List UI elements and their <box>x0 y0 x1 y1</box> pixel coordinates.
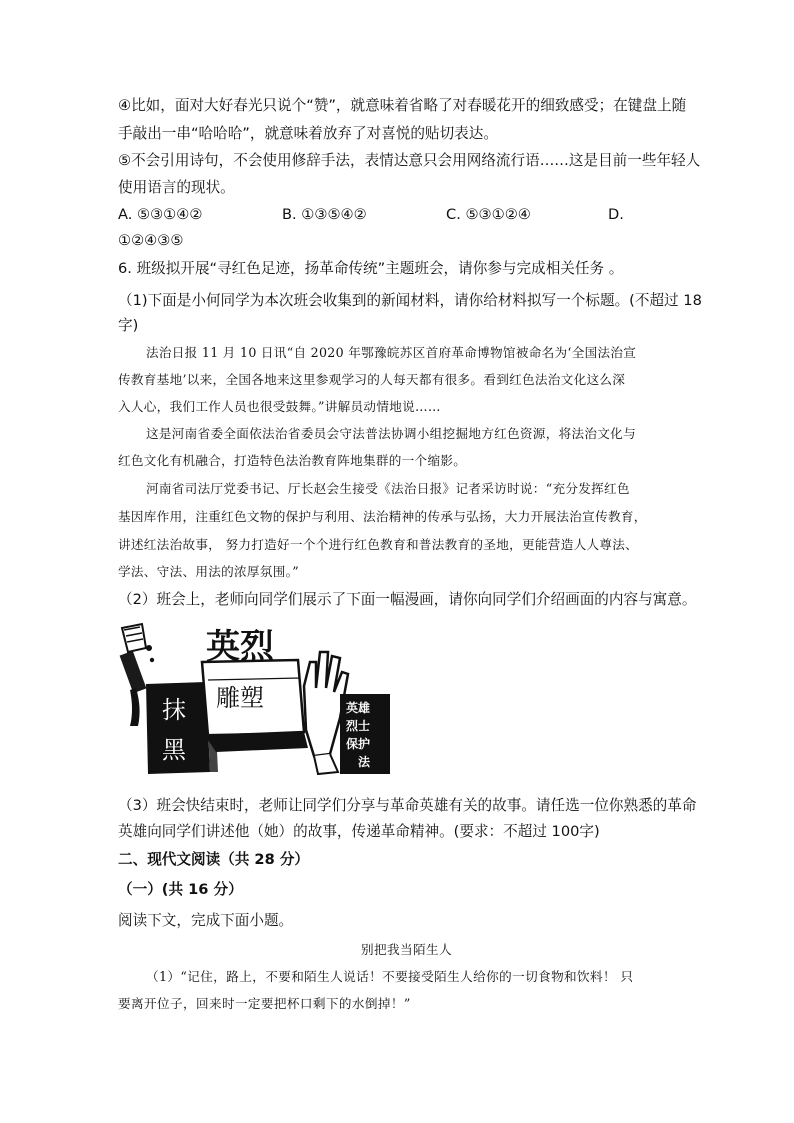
news-p1-line2: 传教育基地’以来，全国各地来这里参观学习的人每天都有很多。看到红色法治文化这么深 <box>118 372 626 387</box>
section-2-heading: 二、现代文阅读（共 28 分） <box>118 851 310 868</box>
smear-text-2: 黑 <box>162 736 186 764</box>
news-p1-line3: 入人心，我们工作人员也很受鼓舞。”讲解员动情地说…… <box>118 399 441 414</box>
news-p3-line3: 讲述红法治故事， 努力打造好一个个进行红色教育和普法教育的圣地，更能营造人人尊法、 <box>118 537 639 552</box>
question-6-sub2: （2）班会上，老师向同学们展示了下面一幅漫画，请你向同学们介绍画面的内容与寓意。 <box>118 591 697 608</box>
news-p1-line1: 法治日报 11 月 10 日讯“自 2020 年鄂豫皖苏区首府革命博物馆被命名为‘全国法治宣 <box>146 345 637 360</box>
news-p2-line1: 这是河南省委全面依法治省委员会守法普法协调小组挖掘地方红色资源，将法治文化与 <box>146 426 636 441</box>
smear-text-1: 抹 <box>162 696 186 724</box>
reading-instruction: 阅读下文，完成下面小题。 <box>118 912 294 929</box>
hero-text: 英烈 <box>206 627 274 667</box>
text-line-4: ④比如，面对大好春光只说个“赞”，就意味着省略了对春暖花开的细致感受；在键盘上随 <box>118 97 687 114</box>
news-p3-line2: 基因库作用，注重红色文物的保护与利用、法治精神的传承与弘扬，大力开展法治宣传教育， <box>118 509 647 524</box>
option-d-value: ①②④③⑤ <box>118 232 184 249</box>
option-d: D. <box>608 206 624 223</box>
statue-text: 雕塑 <box>216 684 264 712</box>
option-b: B. ①③⑤④② <box>282 206 367 223</box>
story-line1: （1）“记住，路上，不要和陌生人说话！不要接受陌生人给你的一切食物和饮料！ 只 <box>146 969 634 984</box>
section-2-part1: （一）(共 16 分） <box>118 881 243 898</box>
text-line-4-cont: 手敲出一串“哈哈哈”，就意味着放弃了对喜悦的贴切表达。 <box>118 125 498 142</box>
story-title: 别把我当陌生人 <box>361 942 452 957</box>
option-c: C. ⑤③①②④ <box>446 206 531 223</box>
question-6-sub3-cont: 英雄向同学们讲述他（她）的故事，传递革命精神。(要求：不超过 100字) <box>118 823 600 840</box>
question-6-sub3: （3）班会快结束时，老师让同学们分享与革命英雄有关的故事。请任选一位你熟悉的革命 <box>118 797 697 814</box>
story-line2: 要离开位子，回来时一定要把杯口剩下的水倒掉！” <box>118 996 411 1011</box>
text-line-5: ⑤不会引用诗句，不会使用修辞手法，表情达意只会用网络流行语……这是目前一些年轻人 <box>118 152 701 169</box>
law-text-4: 法 <box>358 755 371 769</box>
news-p2-line2: 红色文化有机融合，打造特色法治教育阵地集群的一个缩影。 <box>118 453 467 468</box>
law-text-2: 烈士 <box>346 719 371 733</box>
law-text-1: 英雄 <box>346 701 371 715</box>
question-6-stem: 6. 班级拟开展“寻红色足迹，扬革命传统”主题班会，请你参与完成相关任务 。 <box>118 260 624 277</box>
option-a: A. ⑤③①④② <box>118 206 203 223</box>
news-p3-line1: 河南省司法厅党委书记、厅长赵会生接受《法治日报》记者采访时说：“充分发挥红色 <box>146 481 630 496</box>
question-6-sub1: （1)下面是小何同学为本次班会收集到的新闻材料，请你给材料拟写一个标题。(不超过 18 <box>118 292 702 309</box>
question-6-sub1-cont: 字) <box>118 317 139 334</box>
cartoon-illustration <box>118 622 396 780</box>
text-line-5-cont: 使用语言的现状。 <box>118 179 235 196</box>
news-p3-line4: 学法、守法、用法的浓厚氛围。” <box>118 564 299 579</box>
law-text-3: 保护 <box>346 737 371 751</box>
